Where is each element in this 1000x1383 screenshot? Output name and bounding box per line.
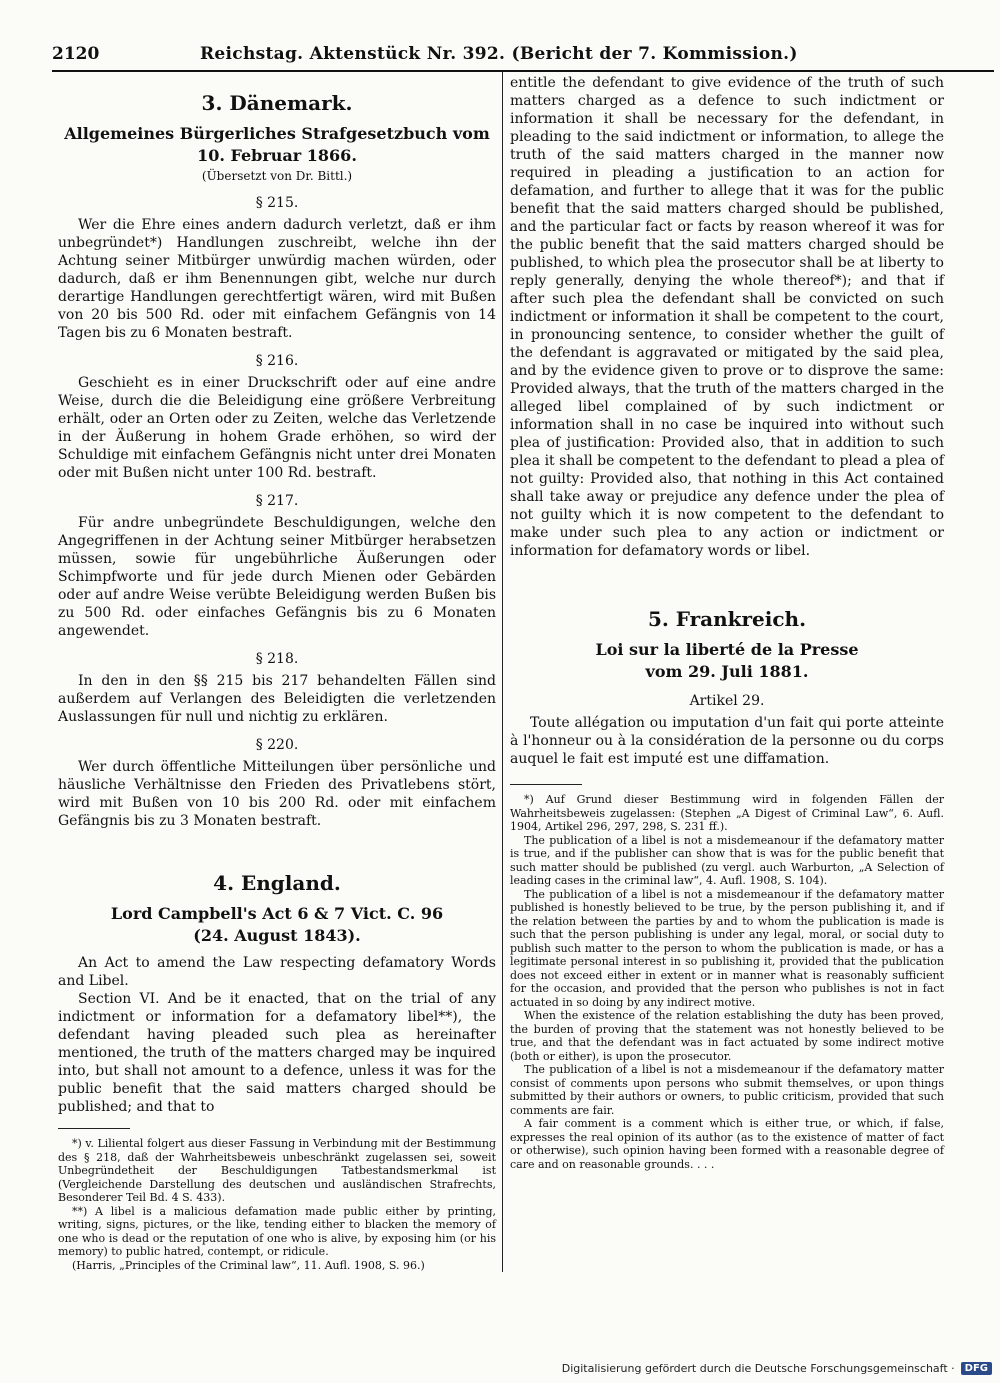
footnote-burden-of-proof: When the existence of the relation establishing the duty has been proved, the burden of proving that the statement was not honestly believed to be true, and that the defendant was in fact actuated by some indirect motive (both or either), is upon the prosecutor. — [510, 1009, 944, 1063]
left-column — [58, 74, 496, 1272]
page-number: 2120 — [52, 44, 100, 64]
paragraph-number-217: § 217. — [255, 493, 299, 509]
right-footnotes — [510, 793, 944, 1171]
paragraph-217-text: Für andre unbegründete Beschuldigungen, welche den Angegriffenen in der Achtung seiner Mitbürger herabsetzen müssen, sowie für ungebührliche Äußerungen oder Schimpfworte und für jede durch Mienen oder Gebärden oder auf andre Weise verübte Beleidigung werden Bußen bis zu 500 Rd. oder einfaches Gefängnis bis zu 6 Monaten angewendet. — [58, 515, 496, 639]
paragraph-number-215: § 215. — [255, 195, 299, 211]
column-divider — [502, 72, 503, 1272]
right-column — [510, 74, 944, 1171]
running-title: Reichstag. Aktenstück Nr. 392. (Bericht der 7. Kommission.) — [200, 44, 798, 64]
footnote-truth-public-benefit: The publication of a libel is not a misdemeanour if the defamatory matter is true, and if the publisher can show that is was for the public benefit that such matter should be published (zu vergl. auch Warburton, „A Selection of leading cases in the criminal law“, 4. Aufl. 1908, S. 104). — [510, 833, 944, 887]
footnote-honest-belief: The publication of a libel is not a misdemeanour if the defamatory matter published is honestly believed to be true, by the person publishing it, and if the relation between the parties by and to whom the publication is made is such that the person publishing is under any legal, moral, or social duty to publish such matter to the person to whom the publication is made, or has a legitimate personal interest in so publishing it, provided that the publication does not exceed either in extent or in manner what is reasonably sufficient for the occasion, and provided that the person who publishes is not in fact actuated in so doing by any indirect motive. — [510, 887, 944, 1009]
digitization-credit — [562, 1362, 992, 1375]
paragraph-number-218: § 218. — [255, 651, 299, 667]
paragraph-218-text: In den in den §§ 215 bis 217 behandelten Fällen sind außerdem auf Verlangen des Beleidigten die verletzenden Auslassungen für null und nichtig zu erklären. — [58, 673, 496, 725]
section-heading-denmark: 3. Dänemark. — [201, 91, 353, 115]
france-law-title-line2: vom 29. Juli 1881. — [645, 662, 809, 681]
paragraph-216-text: Geschieht es in einer Druckschrift oder auf eine andre Weise, durch die die Beleidigung eine größere Verbreitung erhält, oder an Orten oder zu Zeiten, welche das Verletzende in der Äußerung in hohem Grade erhöhen, so wird der Schuldige mit einfachem Gefängnis nicht unter drei Monaten oder mit Bußen nicht unter 100 Rd. bestraft. — [58, 375, 496, 481]
france-law-title-line1: Loi sur la liberté de la Presse — [595, 640, 859, 659]
footnote-fair-comment: The publication of a libel is not a misdemeanour if the defamatory matter consist of comments upon persons who submit themselves, or upon things submitted by their authors or owners, to public criticism, provided that such comments are fair. — [510, 1063, 944, 1117]
france-article-29-text: Toute allégation ou imputation d'un fait qui porte atteinte à l'honneur ou à la considération de la personne ou du corps auquel le fait est imputé est une diffamation. — [510, 715, 944, 767]
footnote-harris-source: (Harris, „Principles of the Criminal law“, 11. Aufl. 1908, S. 96.) — [72, 1258, 425, 1272]
footnote-rule-right — [510, 784, 582, 785]
paragraph-number-220: § 220. — [255, 737, 299, 753]
england-section-vi-continued: entitle the defendant to give evidence of the truth of such matters charged as a defence to such indictment or information it shall be necessary for the defendant, in pleading to the said indictment or information, to allege the truth of the said matters charged in the manner now required in pleading a justification to an action for defamation, and further to allege that it was for the public benefit that the said matters charged should be published, and the particular fact or facts by reason whereof it was for the public benefit that the said matters charged should be published, to which plea the prosecutor shall be at liberty to reply generally, denying the whole thereof*); and that if after such plea the defendant shall be convicted on such indictment or information it shall be competent to the court, in pronouncing sentence, to consider whether the guilt of the defendant is aggravated or mitigated by the said plea, and by the evidence given to prove or to disprove the same: Provided always, that the truth of the matters charged in the alleged libel complained of by such indictment or information shall in no case be inquired into without such plea of justification: Provided also, that in addition to such plea it shall be competent to the defendant to plead a plea of not guilty: Provided also, that nothing in this Act contained shall take away or prejudice any defence under the plea of not guilty which it is now competent to the defendant to make under such plea to any action or indictment or information for defamatory words or libel. — [510, 75, 944, 559]
credit-text: Digitalisierung gefördert durch die Deutsche Forschungsgemeinschaft · — [561, 1362, 955, 1375]
footnote-rule — [58, 1128, 130, 1129]
paragraph-number-216: § 216. — [255, 353, 299, 369]
footnote-liliental: *) v. Liliental folgert aus dieser Fassung in Verbindung mit der Bestimmung des § 218, daß der Wahrheitsbeweis unbeschränkt zugelassen sei, soweit Unbegründetheit der Beschuldigungen Tatbestandsmerkmal ist (Vergleichende Darstellung des deutschen und ausländischen Strafrechts, Besonderer Teil Bd. 4 S. 433). — [58, 1137, 496, 1204]
section-heading-france: 5. Frankreich. — [647, 607, 807, 631]
england-act-title-line1: Lord Campbell's Act 6 & 7 Vict. C. 96 — [110, 904, 444, 923]
denmark-law-title-line1: Allgemeines Bürgerliches Strafgesetzbuch vom — [64, 124, 490, 143]
footnote-stephen: *) Auf Grund dieser Bestimmung wird in folgenden Fällen der Wahrheitsbeweis zugelassen: (Stephen „A Digest of Criminal Law“, 6. Aufl. 1904, Artikel 296, 297, 298, S. 231 ff.). — [510, 793, 944, 833]
footnote-libel-definition: **) A libel is a malicious defamation made public either by printing, writing, signs, pictures, or the like, tending either to blacken the memory of one who is dead or the reputation of one who is alive, by exposing him (or his memory) to public hatred, contempt, or ridicule. — [58, 1204, 496, 1258]
left-footnotes — [58, 1137, 496, 1272]
paragraph-215-text: Wer die Ehre eines andern dadurch verletzt, daß er ihm unbegründet*) Handlungen zuschreibt, welche ihn der Achtung seiner Mitbürger unwürdig machen würden, oder dadurch, daß er ihm Benennungen gibt, welche nur durch derartige Handlungen gerechtfertigt wären, wird mit Bußen von 20 bis 500 Rd. oder mit einfachem Gefängnis von 14 Tagen bis zu 6 Monaten bestraft. — [58, 217, 496, 341]
footnote-fair-comment-definition: A fair comment is a comment which is either true, or which, if false, expresses the real opinion of its author (as to the existence of matter of fact or otherwise), such opinion having been formed with a reasonable degree of care and on reasonable grounds. . . . — [510, 1117, 944, 1171]
england-act-title-line2: (24. August 1843). — [193, 926, 361, 945]
translator-note: (Übersetzt von Dr. Bittl.) — [201, 169, 353, 183]
england-section-vi: Section VI. And be it enacted, that on the trial of any indictment or information for a defamatory libel**), the defendant having pleaded such plea as hereinafter mentioned, the truth of the matters charged may be inquired into, but shall not amount to a defence, unless it was for the public benefit that the said matters charged should be published; and that to — [58, 991, 496, 1115]
france-article-number: Artikel 29. — [689, 693, 765, 709]
denmark-law-title-line2: 10. Februar 1866. — [197, 146, 357, 165]
section-heading-england: 4. England. — [213, 871, 341, 895]
paragraph-220-text: Wer durch öffentliche Mitteilungen über persönliche und häusliche Verhältnisse den Frieden des Privatlebens stört, wird mit Bußen von 10 bis 200 Rd. oder mit einfachem Gefängnis bis zu 3 Monaten bestraft. — [58, 759, 496, 829]
dfg-logo-icon: DFG — [961, 1362, 992, 1375]
page-header — [52, 38, 994, 72]
england-act-intro: An Act to amend the Law respecting defamatory Words and Libel. — [58, 955, 496, 989]
